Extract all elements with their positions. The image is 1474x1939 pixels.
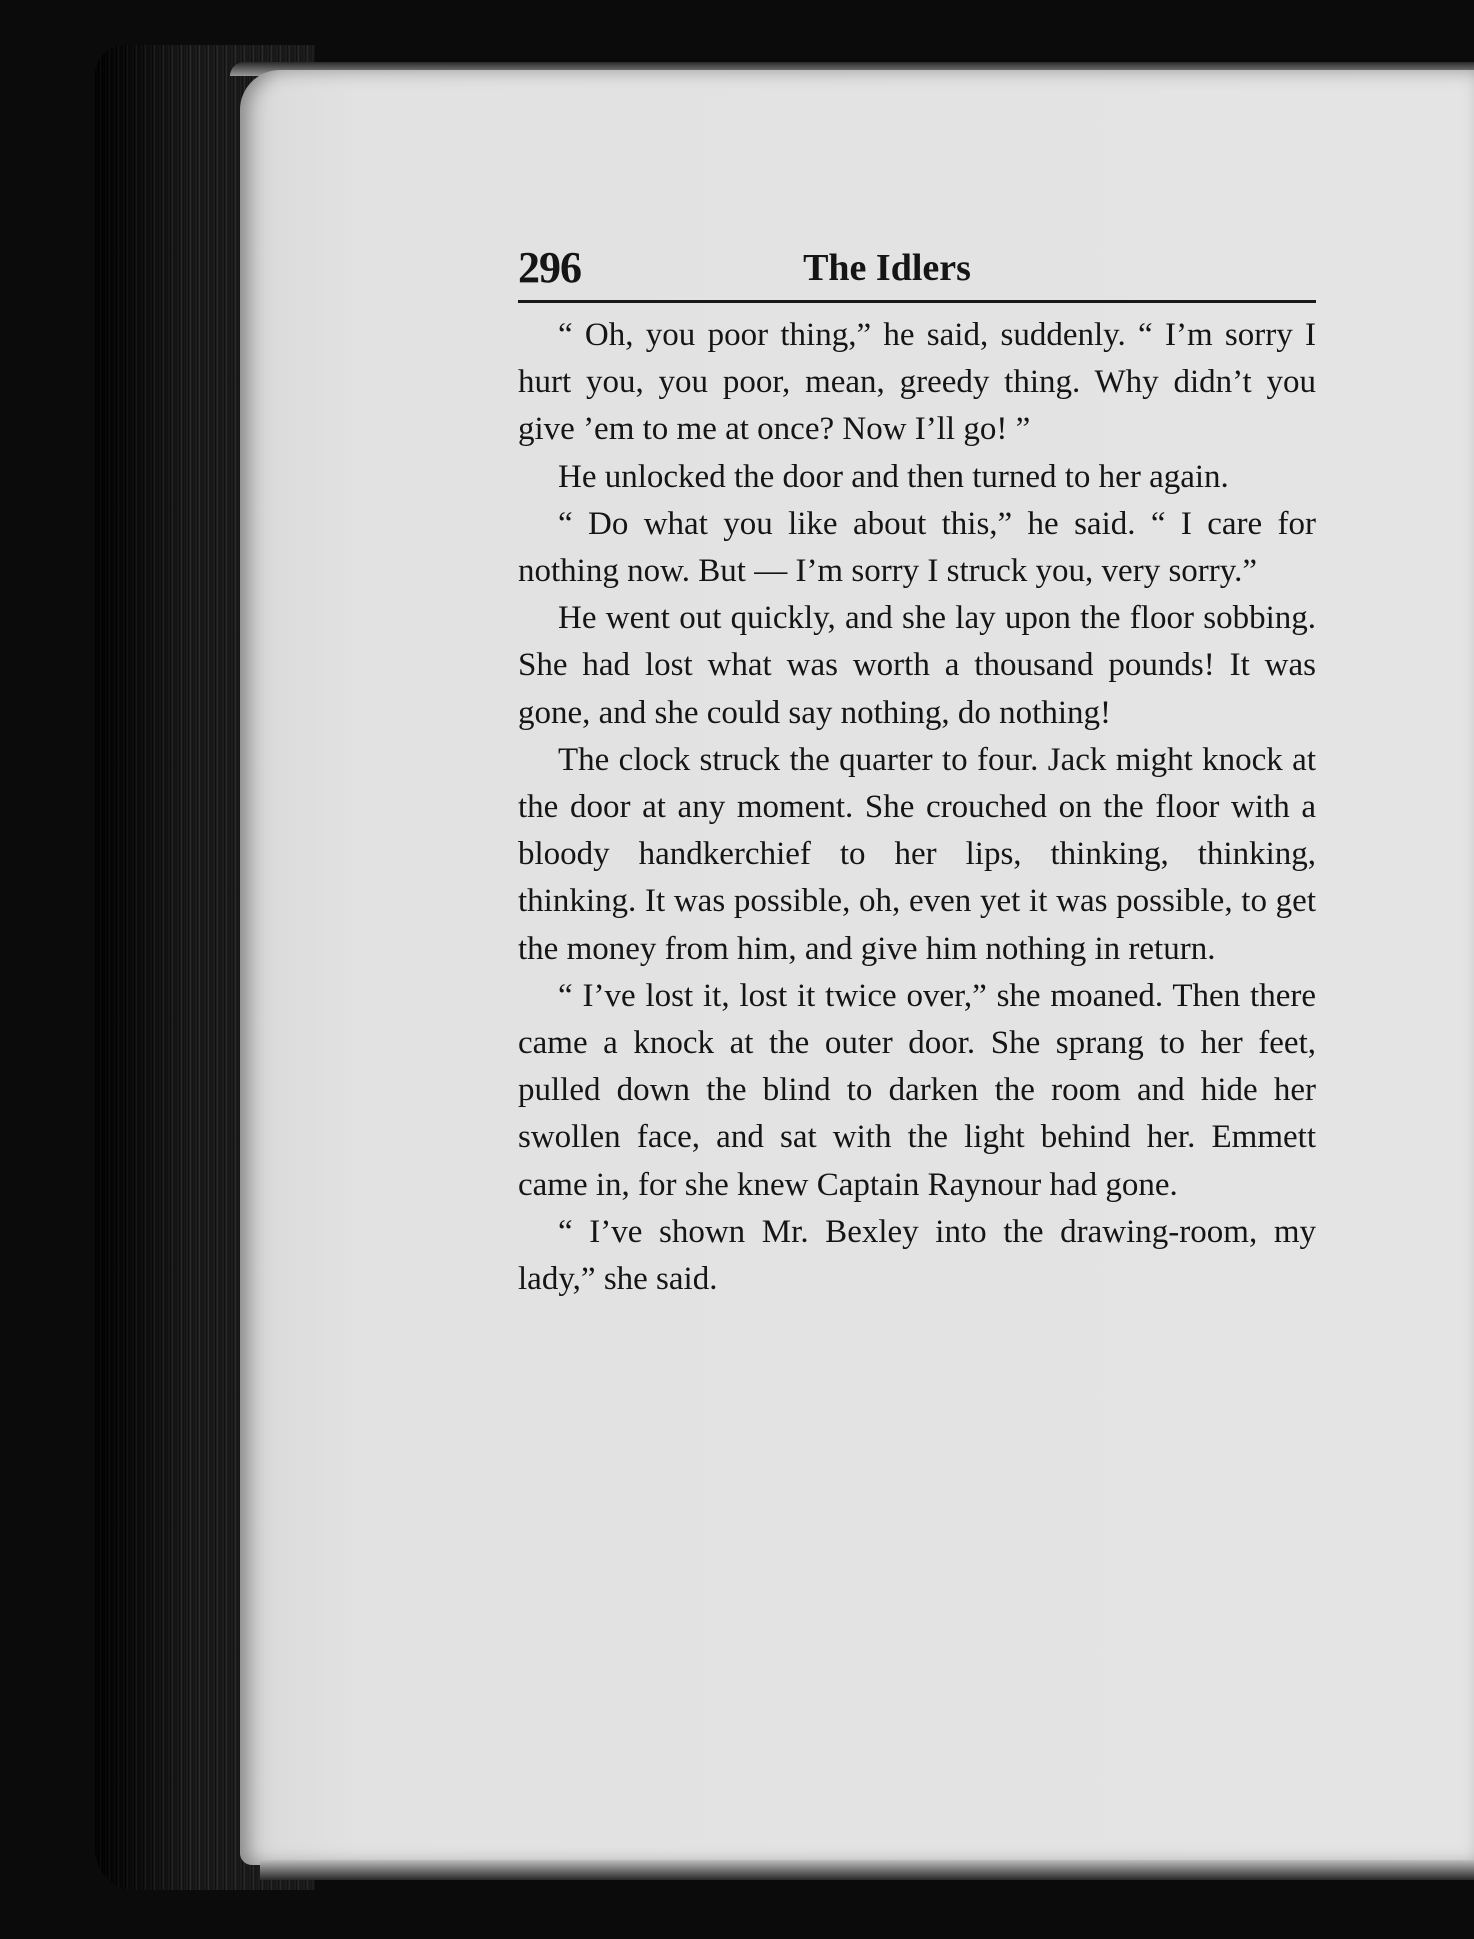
paragraph: He unlocked the door and then turned to her again. xyxy=(558,458,1229,495)
paragraph: “ I’ve lost it, lost it twice over,” she moaned. Then there came a knock at the outer door. She sprang to her feet, pulled down the blind to darken the room and hide her swollen face, and sat with the light behind her. Emmett came in, for she knew Captain Raynour had gone. xyxy=(518,977,1316,1203)
paragraph: “ I’ve shown Mr. Bexley into the drawing-room, my lady,” she said. xyxy=(518,1213,1316,1298)
running-head xyxy=(518,240,1316,303)
page-number: 296 xyxy=(518,243,581,292)
body-text xyxy=(518,312,1316,1303)
paragraph: “ Oh, you poor thing,” he said, suddenly. “ I’m sorry I hurt you, you poor, mean, greedy thing. Why didn’t you give ’em to me at once? Now I’ll go! ” xyxy=(518,317,1316,448)
running-title: The Idlers xyxy=(803,247,971,289)
page-content xyxy=(518,240,1316,1303)
page-bottom-edge xyxy=(260,1860,1474,1880)
paragraph: He went out quickly, and she lay upon the floor sobbing. She had lost what was worth a thousand pounds! It was gone, and she could say nothing, do nothing! xyxy=(518,600,1316,731)
paragraph: The clock struck the quarter to four. Jack might knock at the door at any moment. She crouched on the floor with a bloody handkerchief to her lips, thinking, thinking, thinking. It was possible, oh, even yet it was possible, to get the money from him, and give him nothing in return. xyxy=(518,741,1316,967)
paragraph: “ Do what you like about this,” he said. “ I care for nothing now. But — I’m sorry I struck you, very sorry.” xyxy=(518,505,1316,590)
